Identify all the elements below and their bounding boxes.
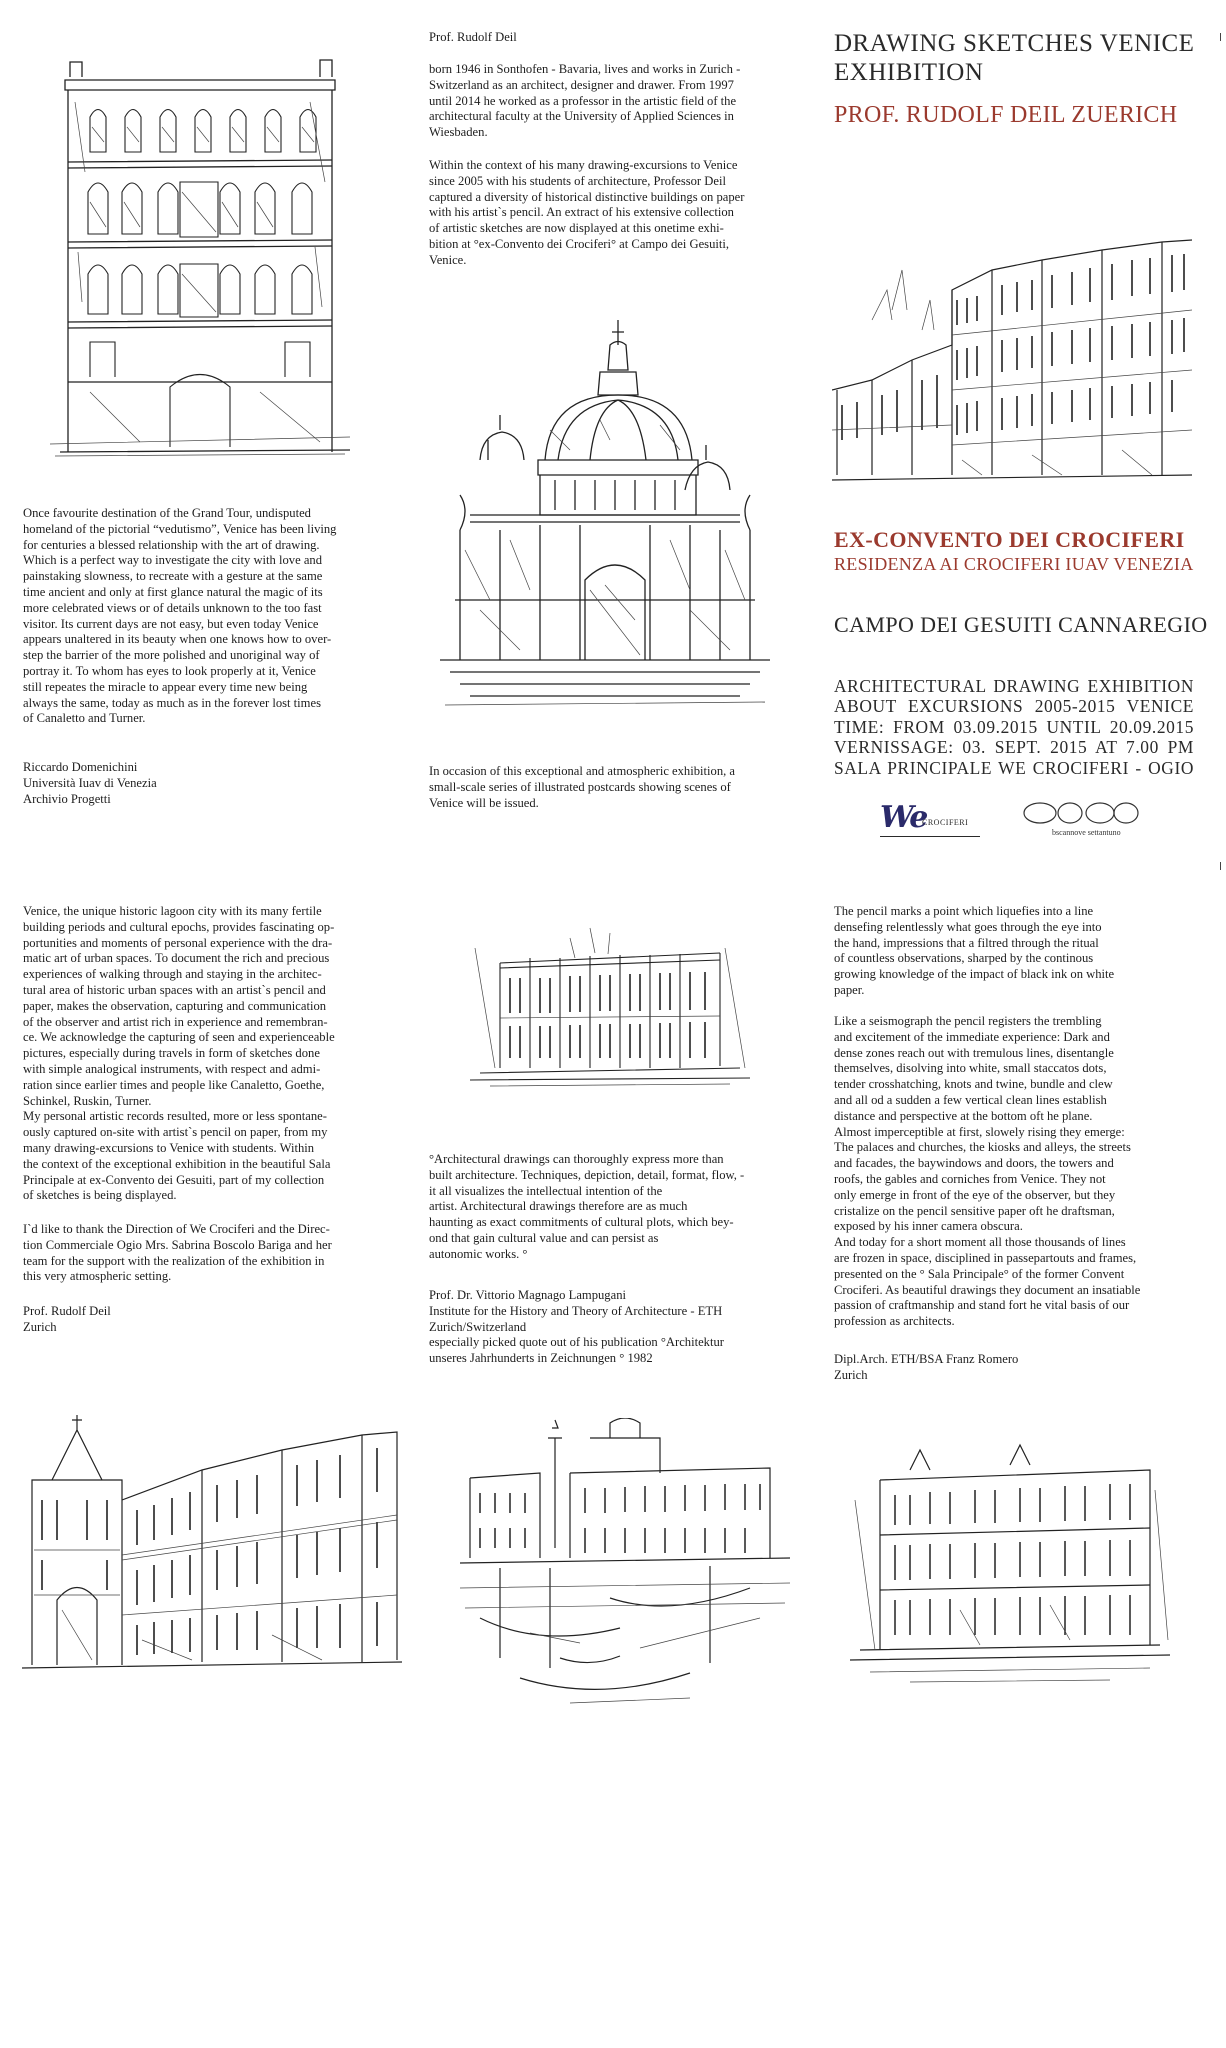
palazzo-facade-sketch (30, 42, 366, 462)
exhibition-subtitle: PROF. RUDOLF DEIL ZUERICH (834, 102, 1178, 128)
info-line: ABOUT EXCURSIONS 2005-2015 VENICE (834, 696, 1194, 717)
ogio-logo (1022, 800, 1142, 842)
exhibition-info (834, 676, 1194, 778)
grand-tour-paragraph: Once favourite destination of the Grand Tour, undisputed homeland of the pictorial “vedutismo”, Venice has been living for centuries a blessed relationship with the art of drawing. Which is a perfect way to investigate the city with love and painstaking slowness, to recreate with a gesture at the same time ancient and only at first glance natural the magic of its more celebrated views or of details unknown to the too fast visitor. Its current days are not easy, but even today Venice appears unaltered in its beauty when one knows how to over- step the barrier of the more polished and unoriginal way of portray it. To whom has eyes to look properly at it, Venice still repeates the miracle to appear every time new being always the same, today as much as in the forever lost times of Canaletto and Turner. (23, 506, 337, 726)
convent-perspective-sketch (832, 230, 1194, 490)
crop-mark (1220, 33, 1221, 41)
venice-paragraph: Venice, the unique historic lagoon city with its many fertile building periods and cultural epochs, provides fascinating op- portunities and moments of personal experience with the dra- matic art of urban spaces. To document the rich and precious experiences of walking through and staying in the architec- tural area of historic urban spaces with an artist`s pencil and paper, makes the observation, capturing and communication of the observer and artist rich in experience and remembran- ce. We acknowledge the capturing of seen and experienceable pictures, especially during travels in form of sketches done with simple analogical instruments, with respect and admi- ration since earlier times and people like Canaletto, Goethe, Schinkel, Ruskin, Turner. My personal artistic records resulted, more or less spontane- ously captured on-site with artist`s pencil on paper, from my many drawing-excursions to Venice with students. Within the context of the exceptional exhibition in the beautiful Sala Principale at ex-Convento dei Gesuiti, part of my collection of sketches is being displayed. (23, 904, 335, 1203)
ogio-logo-mark (1022, 800, 1142, 826)
seismograph-paragraph: Like a seismograph the pencil registers the trembling and excitement of the immediate experience: Dark and dense zones reach out with tremulous lines, disentangle themselves, disolving into white, small staccatos dots, tender crosshatching, knots and twine, bundle and clew and all od a sudden a few vertical clean lines establish distance and perspective at the bottom oft he plane. Almost imperceptible at first, slowely rising they emerge: The palaces and churches, the kiosks and alleys, the streets and facades, the baywindows and doors, the towers and roofs, the gables and corniches from Venice. They not only emerge in front of the eye of the observer, but they cristalize on the pencil sensitive paper oft he draftsman, exposed by his inner camera obscura. And today for a short moment all those thousands of lines are frozen in space, disciplined in passepartouts and frames, presented on the ° Sala Principale° of the former Convent Crociferi. As beautiful drawings they document an insatiable passion of craftmanship and stand fort he vital basis of our profession as architects. (834, 1014, 1141, 1329)
venue-residence: RESIDENZA AI CROCIFERI IUAV VENEZIA (834, 554, 1194, 574)
info-line: ARCHITECTURAL DRAWING EXHIBITION (834, 676, 1194, 696)
postcards-paragraph: In occasion of this exceptional and atmospheric exhibition, a small-scale series of illustrated postcards showing scenes of Venice will be issued. (429, 764, 736, 810)
thanks-paragraph: I`d like to thank the Direction of We Crociferi and the Direc- tion Commerciale Ogio Mrs. Sabrina Boscolo Bariga and her team for the support with the realization of the exhibition in this very atmospheric setting. (23, 1222, 332, 1284)
we-logo-mark: We (880, 800, 927, 835)
context-paragraph: Within the context of his many drawing-excursions to Venice since 2005 with his students of architecture, Professor Deil captured a diversity of historical distinctive buildings on paper with his artist`s pencil. An extract of his extensive collection of artistic sketches are now displayed at this onetime exhi- bition at °ex-Convento dei Crociferi° at Campo dei Gesuiti, Venice. (429, 158, 745, 267)
palazzo-waterfront-sketch (470, 918, 750, 1093)
palazzo-grand-canal-sketch (850, 1440, 1170, 1690)
domenichini-signature: Riccardo Domenichini Università Iuav di Venezia Archivio Progetti (23, 760, 157, 806)
info-line: VERNISSAGE: 03. SEPT. 2015 AT 7.00 PM (834, 737, 1194, 758)
lampugani-quote: °Architectural drawings can thoroughly express more than built architecture. Techniques, depiction, detail, format, flow, - it all visualizes the intellectual intention of the artist. Architectural drawings therefore are as much haunting as exact commitments of cultural plots, which bey- ond that gain cultural value and can persist as autonomic works. ° (429, 1152, 745, 1261)
we-logo-text: CROCIFERI (922, 818, 969, 827)
ogio-logo-text: bscannove settantuno (1052, 828, 1121, 837)
logo-underline (880, 836, 980, 837)
lampugani-signature: Prof. Dr. Vittorio Magnago Lampugani Institute for the History and Theory of Architecture - ETH Zurich/Switzerland especially picked quote out of his publication °Architektur unseres Jahrhunderts in Zeichnungen ° 1982 (429, 1288, 724, 1366)
convent-facade-perspective-sketch (22, 1410, 402, 1675)
santa-maria-della-salute-sketch (440, 300, 770, 720)
pencil-paragraph: The pencil marks a point which liquefies into a line densefing relentlessly what goes through the eye into the hand, impressions that a filtred through the ritual of countless observations, sharped by the continous growing knowledge of the impact of black ink on white paper. (834, 904, 1115, 997)
crop-mark (1220, 862, 1221, 870)
piazzetta-gondolas-sketch (460, 1418, 790, 1718)
venue-name: EX-CONVENTO DEI CROCIFERI (834, 527, 1185, 552)
bio-paragraph: born 1946 in Sonthofen - Bavaria, lives and works in Zurich - Switzerland as an architect, designer and drawer. From 1997 until 2014 he worked as a professor in the artistic field of the architectural faculty at the University of Applied Sciences in Wiesbaden. (429, 62, 741, 140)
we-crociferi-logo (880, 800, 980, 842)
campo-location: CAMPO DEI GESUITI CANNAREGIO (834, 612, 1208, 637)
info-line: TIME: FROM 03.09.2015 UNTIL 20.09.2015 (834, 716, 1194, 737)
romero-signature: Dipl.Arch. ETH/BSA Franz Romero Zurich (834, 1352, 1019, 1382)
bio-heading: Prof. Rudolf Deil (429, 30, 517, 44)
info-line: SALA PRINCIPALE WE CROCIFERI - OGIO (834, 757, 1194, 778)
deil-signature: Prof. Rudolf Deil Zurich (23, 1304, 111, 1334)
exhibition-title: DRAWING SKETCHES VENICE EXHIBITION (834, 30, 1195, 86)
